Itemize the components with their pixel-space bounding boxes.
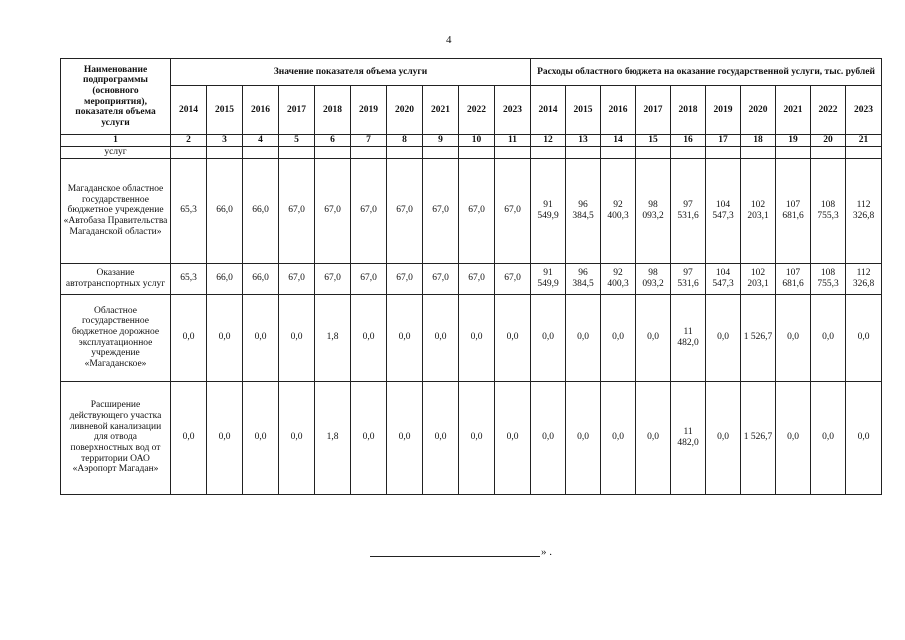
cost-cell [671, 147, 706, 159]
header-year-values-2016: 2016 [243, 86, 279, 135]
header-year-values-2015: 2015 [207, 86, 243, 135]
header-year-values-2022: 2022 [459, 86, 495, 135]
table-row [61, 263, 882, 294]
cost-cell: 1 526,7 [741, 381, 776, 494]
row-name: Расширение действующего участка ливневой канализации для отвода поверхностных вод от территории ОАО «Аэропорт Магадан» [61, 381, 171, 494]
value-cell [243, 147, 279, 159]
value-cell [495, 147, 531, 159]
column-number: 15 [636, 135, 671, 147]
cost-cell [636, 147, 671, 159]
value-cell [279, 147, 315, 159]
table-row [61, 158, 882, 263]
column-number: 9 [423, 135, 459, 147]
cost-cell: 107 681,6 [776, 158, 811, 263]
cost-cell: 0,0 [811, 381, 846, 494]
header-year-values-2014: 2014 [171, 86, 207, 135]
value-cell: 67,0 [387, 158, 423, 263]
value-cell: 0,0 [207, 294, 243, 381]
value-cell: 0,0 [279, 294, 315, 381]
header-year-costs-2023: 2023 [846, 86, 882, 135]
cost-cell: 91 549,9 [531, 263, 566, 294]
cost-cell: 112 326,8 [846, 263, 882, 294]
cost-cell [846, 147, 882, 159]
cost-cell: 104 547,3 [706, 263, 741, 294]
value-cell: 1,8 [315, 381, 351, 494]
column-number: 18 [741, 135, 776, 147]
value-cell: 0,0 [243, 381, 279, 494]
header-year-costs-2021: 2021 [776, 86, 811, 135]
cost-cell: 0,0 [636, 381, 671, 494]
value-cell: 0,0 [495, 381, 531, 494]
value-cell: 0,0 [351, 381, 387, 494]
column-number: 10 [459, 135, 495, 147]
header-column-numbers-row [61, 135, 882, 147]
cost-cell: 0,0 [776, 381, 811, 494]
header-year-values-2023: 2023 [495, 86, 531, 135]
cost-cell: 112 326,8 [846, 158, 882, 263]
header-year-values-2020: 2020 [387, 86, 423, 135]
column-number: 3 [207, 135, 243, 147]
table-row [61, 381, 882, 494]
cost-cell [566, 147, 601, 159]
column-number: 5 [279, 135, 315, 147]
value-cell: 0,0 [171, 381, 207, 494]
row-name: Областное государственное бюджетное дорожное эксплуатационное учреждение «Магаданское» [61, 294, 171, 381]
row-name: Оказание автотранспортных услуг [61, 263, 171, 294]
table-row [61, 294, 882, 381]
row-name: Магаданское областное государственное бюджетное учреждение «Автобаза Правительства Магаданской области» [61, 158, 171, 263]
table-body [61, 147, 882, 495]
cost-cell: 98 093,2 [636, 263, 671, 294]
cost-cell [531, 147, 566, 159]
header-year-costs-2015: 2015 [566, 86, 601, 135]
budget-table [60, 58, 882, 495]
value-cell: 1,8 [315, 294, 351, 381]
value-cell: 67,0 [279, 263, 315, 294]
column-number: 14 [601, 135, 636, 147]
cost-cell: 92 400,3 [601, 158, 636, 263]
header-year-costs-2018: 2018 [671, 86, 706, 135]
header-year-costs-2014: 2014 [531, 86, 566, 135]
value-cell: 65,3 [171, 158, 207, 263]
cost-cell: 0,0 [706, 381, 741, 494]
column-number: 20 [811, 135, 846, 147]
value-cell: 66,0 [207, 263, 243, 294]
cost-cell [706, 147, 741, 159]
value-cell [351, 147, 387, 159]
value-cell: 65,3 [171, 263, 207, 294]
cost-cell: 91 549,9 [531, 158, 566, 263]
column-number: 13 [566, 135, 601, 147]
header-year-costs-2016: 2016 [601, 86, 636, 135]
column-number: 4 [243, 135, 279, 147]
value-cell: 67,0 [423, 263, 459, 294]
value-cell: 66,0 [243, 263, 279, 294]
column-number: 12 [531, 135, 566, 147]
cost-cell [741, 147, 776, 159]
header-year-costs-2019: 2019 [706, 86, 741, 135]
value-cell: 0,0 [459, 294, 495, 381]
cost-cell: 0,0 [531, 294, 566, 381]
value-cell: 0,0 [207, 381, 243, 494]
header-year-values-2018: 2018 [315, 86, 351, 135]
header-year-costs-2017: 2017 [636, 86, 671, 135]
column-number: 2 [171, 135, 207, 147]
value-cell: 67,0 [387, 263, 423, 294]
header-year-values-2019: 2019 [351, 86, 387, 135]
cost-cell [601, 147, 636, 159]
value-cell [423, 147, 459, 159]
value-cell: 0,0 [423, 294, 459, 381]
header-year-costs-2022: 2022 [811, 86, 846, 135]
header-values-group: Значение показателя объема услуги [171, 59, 531, 86]
cost-cell: 108 755,3 [811, 158, 846, 263]
value-cell: 66,0 [207, 158, 243, 263]
value-cell [459, 147, 495, 159]
value-cell [207, 147, 243, 159]
column-number: 19 [776, 135, 811, 147]
value-cell: 67,0 [495, 158, 531, 263]
cost-cell: 97 531,6 [671, 158, 706, 263]
column-number: 17 [706, 135, 741, 147]
value-cell: 0,0 [279, 381, 315, 494]
value-cell: 0,0 [495, 294, 531, 381]
signature-line [370, 556, 540, 557]
header-year-values-2017: 2017 [279, 86, 315, 135]
value-cell [315, 147, 351, 159]
cost-cell: 102 203,1 [741, 263, 776, 294]
header-year-values-2021: 2021 [423, 86, 459, 135]
value-cell [171, 147, 207, 159]
column-number: 8 [387, 135, 423, 147]
column-number: 6 [315, 135, 351, 147]
cost-cell: 108 755,3 [811, 263, 846, 294]
value-cell: 0,0 [351, 294, 387, 381]
column-number: 7 [351, 135, 387, 147]
cost-cell [776, 147, 811, 159]
cost-cell: 0,0 [776, 294, 811, 381]
value-cell: 67,0 [279, 158, 315, 263]
cost-cell: 0,0 [566, 381, 601, 494]
cost-cell: 1 526,7 [741, 294, 776, 381]
header-years-row [61, 86, 882, 135]
value-cell: 67,0 [351, 263, 387, 294]
value-cell [387, 147, 423, 159]
cost-cell: 97 531,6 [671, 263, 706, 294]
row-name: услуг [61, 147, 171, 159]
cost-cell: 11 482,0 [671, 381, 706, 494]
value-cell: 67,0 [423, 158, 459, 263]
cost-cell: 0,0 [601, 381, 636, 494]
cost-cell: 0,0 [811, 294, 846, 381]
value-cell: 0,0 [387, 294, 423, 381]
cost-cell: 96 384,5 [566, 158, 601, 263]
cost-cell: 0,0 [566, 294, 601, 381]
cost-cell: 0,0 [846, 294, 882, 381]
cost-cell: 0,0 [706, 294, 741, 381]
cost-cell: 0,0 [846, 381, 882, 494]
column-number: 1 [61, 135, 171, 147]
cost-cell: 96 384,5 [566, 263, 601, 294]
value-cell: 67,0 [315, 158, 351, 263]
column-number: 16 [671, 135, 706, 147]
cost-cell [811, 147, 846, 159]
value-cell: 0,0 [387, 381, 423, 494]
value-cell: 67,0 [351, 158, 387, 263]
cost-cell: 98 093,2 [636, 158, 671, 263]
header-name-column: Наименование подпрограммы (основного мероприятия), показателя объема услуги [61, 59, 171, 135]
column-number: 21 [846, 135, 882, 147]
value-cell: 67,0 [459, 158, 495, 263]
header-costs-group: Расходы областного бюджета на оказание государственной услуги, тыс. рублей [531, 59, 882, 86]
value-cell: 67,0 [315, 263, 351, 294]
cost-cell: 107 681,6 [776, 263, 811, 294]
cost-cell: 0,0 [531, 381, 566, 494]
cost-cell: 0,0 [601, 294, 636, 381]
closing-mark: » . [541, 546, 552, 558]
value-cell: 0,0 [171, 294, 207, 381]
cost-cell: 104 547,3 [706, 158, 741, 263]
value-cell: 66,0 [243, 158, 279, 263]
value-cell: 0,0 [459, 381, 495, 494]
value-cell: 0,0 [243, 294, 279, 381]
column-number: 11 [495, 135, 531, 147]
value-cell: 67,0 [459, 263, 495, 294]
cost-cell: 11 482,0 [671, 294, 706, 381]
cost-cell: 102 203,1 [741, 158, 776, 263]
table-row [61, 147, 882, 159]
page-number: 4 [446, 34, 452, 46]
cost-cell: 0,0 [636, 294, 671, 381]
value-cell: 67,0 [495, 263, 531, 294]
header-year-costs-2020: 2020 [741, 86, 776, 135]
cost-cell: 92 400,3 [601, 263, 636, 294]
value-cell: 0,0 [423, 381, 459, 494]
